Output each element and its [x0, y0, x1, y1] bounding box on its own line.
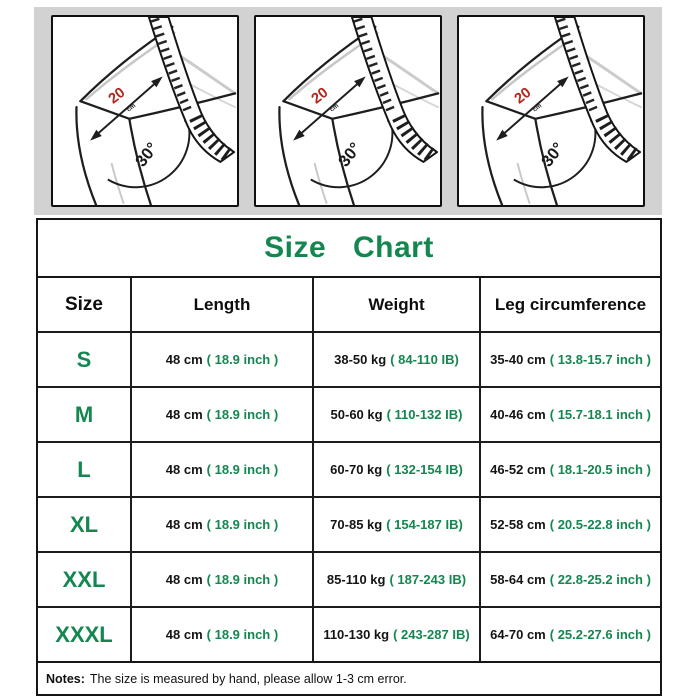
size-label: L: [38, 441, 130, 496]
tape-measure: [555, 17, 640, 162]
weight-value: 60-70 kg: [330, 461, 383, 477]
weight-alt-value: ( 187-243 IB): [389, 571, 467, 587]
tape-measure: [352, 17, 437, 162]
column-header-size: Size: [64, 293, 104, 315]
leg-value: 52-58 cm: [490, 516, 546, 532]
length-cell: [130, 386, 312, 441]
leg-outline: [482, 27, 641, 205]
length-alt-value: ( 18.9 inch ): [206, 461, 279, 477]
fabric-fold-lines: [492, 33, 641, 203]
column-header-weight: Weight: [312, 278, 479, 331]
length-cell: [130, 496, 312, 551]
length-value: 48 cm: [165, 571, 203, 587]
length-alt-value: ( 18.9 inch ): [206, 351, 279, 367]
leg-value: 58-64 cm: [490, 571, 546, 587]
weight-value: 70-85 kg: [330, 516, 383, 532]
weight-alt-value: ( 110-132 IB): [386, 406, 463, 422]
weight-value: 38-50 kg: [334, 351, 387, 367]
leg-cell: [479, 331, 660, 386]
leg-value: 46-52 cm: [490, 461, 546, 477]
size-label: XL: [38, 496, 130, 551]
size-label: S: [38, 331, 130, 386]
length-value: 48 cm: [165, 406, 203, 422]
leg-alt-value: ( 25.2-27.6 inch ): [549, 626, 651, 642]
measure-unit-label: cm: [125, 102, 138, 114]
weight-alt-value: ( 154-187 IB): [386, 516, 463, 532]
leg-cell: [479, 496, 660, 551]
weight-cell: [312, 331, 479, 386]
leg-alt-value: ( 13.8-15.7 inch ): [549, 351, 651, 367]
measurement-panel-3: [457, 15, 645, 207]
notes-row: [38, 661, 660, 694]
measure-unit-label: cm: [531, 102, 544, 114]
leg-value: 35-40 cm: [490, 351, 546, 367]
weight-cell: [312, 441, 479, 496]
leg-alt-value: ( 18.1-20.5 inch ): [549, 461, 651, 477]
knee-measurement-diagram: [53, 17, 237, 205]
length-alt-value: ( 18.9 inch ): [206, 516, 279, 532]
measurement-panel-2: [254, 15, 442, 207]
weight-value: 85-110 kg: [326, 571, 386, 587]
notes-text: The size is measured by hand, please allow 1-3 cm error.: [89, 671, 407, 686]
length-alt-value: ( 18.9 inch ): [206, 626, 279, 642]
length-alt-value: ( 18.9 inch ): [206, 571, 279, 587]
size-chart-table: [36, 218, 662, 696]
size-label: XXXL: [38, 606, 130, 661]
size-chart-title-row: [38, 220, 660, 278]
length-value: 48 cm: [165, 626, 203, 642]
knee-measurement-diagram: [459, 17, 643, 205]
measurement-panel-1: [51, 15, 239, 207]
leg-cell: [479, 551, 660, 606]
length-cell: [130, 331, 312, 386]
fabric-fold-lines: [289, 33, 438, 203]
length-value: 48 cm: [165, 461, 203, 477]
leg-cell: [479, 386, 660, 441]
weight-alt-value: ( 84-110 IB): [390, 351, 459, 367]
leg-outline: [76, 27, 235, 205]
length-value: 48 cm: [165, 351, 203, 367]
leg-outline: [279, 27, 438, 205]
leg-value: 40-46 cm: [490, 406, 546, 422]
tape-measure: [149, 17, 234, 162]
length-cell: [130, 551, 312, 606]
instruction-band: [34, 7, 662, 215]
size-chart-title: Size Chart: [264, 231, 434, 264]
angle-label: 30°: [537, 138, 568, 171]
column-header-length: Length: [130, 278, 312, 331]
size-label: M: [38, 386, 130, 441]
weight-alt-value: ( 243-287 IB): [393, 626, 470, 642]
leg-alt-value: ( 22.8-25.2 inch ): [549, 571, 651, 587]
knee-measurement-diagram: [256, 17, 440, 205]
measure-value-label: 20: [511, 84, 535, 108]
length-value: 48 cm: [165, 516, 203, 532]
leg-value: 64-70 cm: [490, 626, 546, 642]
weight-cell: [312, 386, 479, 441]
size-label: XXL: [38, 551, 130, 606]
measure-value-label: 20: [308, 84, 332, 108]
measure-unit-label: cm: [328, 102, 341, 114]
weight-cell: [312, 606, 479, 661]
leg-cell: [479, 606, 660, 661]
length-cell: [130, 606, 312, 661]
length-alt-value: ( 18.9 inch ): [206, 406, 279, 422]
angle-label: 30°: [131, 138, 162, 171]
notes-label: Notes:: [46, 671, 85, 686]
leg-alt-value: ( 20.5-22.8 inch ): [549, 516, 651, 532]
weight-alt-value: ( 132-154 IB): [386, 461, 463, 477]
leg-alt-value: ( 15.7-18.1 inch ): [549, 406, 651, 422]
weight-cell: [312, 551, 479, 606]
weight-cell: [312, 496, 479, 551]
size-chart-grid: [38, 278, 660, 661]
leg-cell: [479, 441, 660, 496]
length-cell: [130, 441, 312, 496]
weight-value: 50-60 kg: [330, 406, 383, 422]
measure-value-label: 20: [105, 84, 129, 108]
angle-label: 30°: [334, 138, 365, 171]
weight-value: 110-130 kg: [323, 626, 390, 642]
fabric-fold-lines: [86, 33, 235, 203]
column-header-leg-circumference: Leg circumference: [479, 278, 660, 331]
